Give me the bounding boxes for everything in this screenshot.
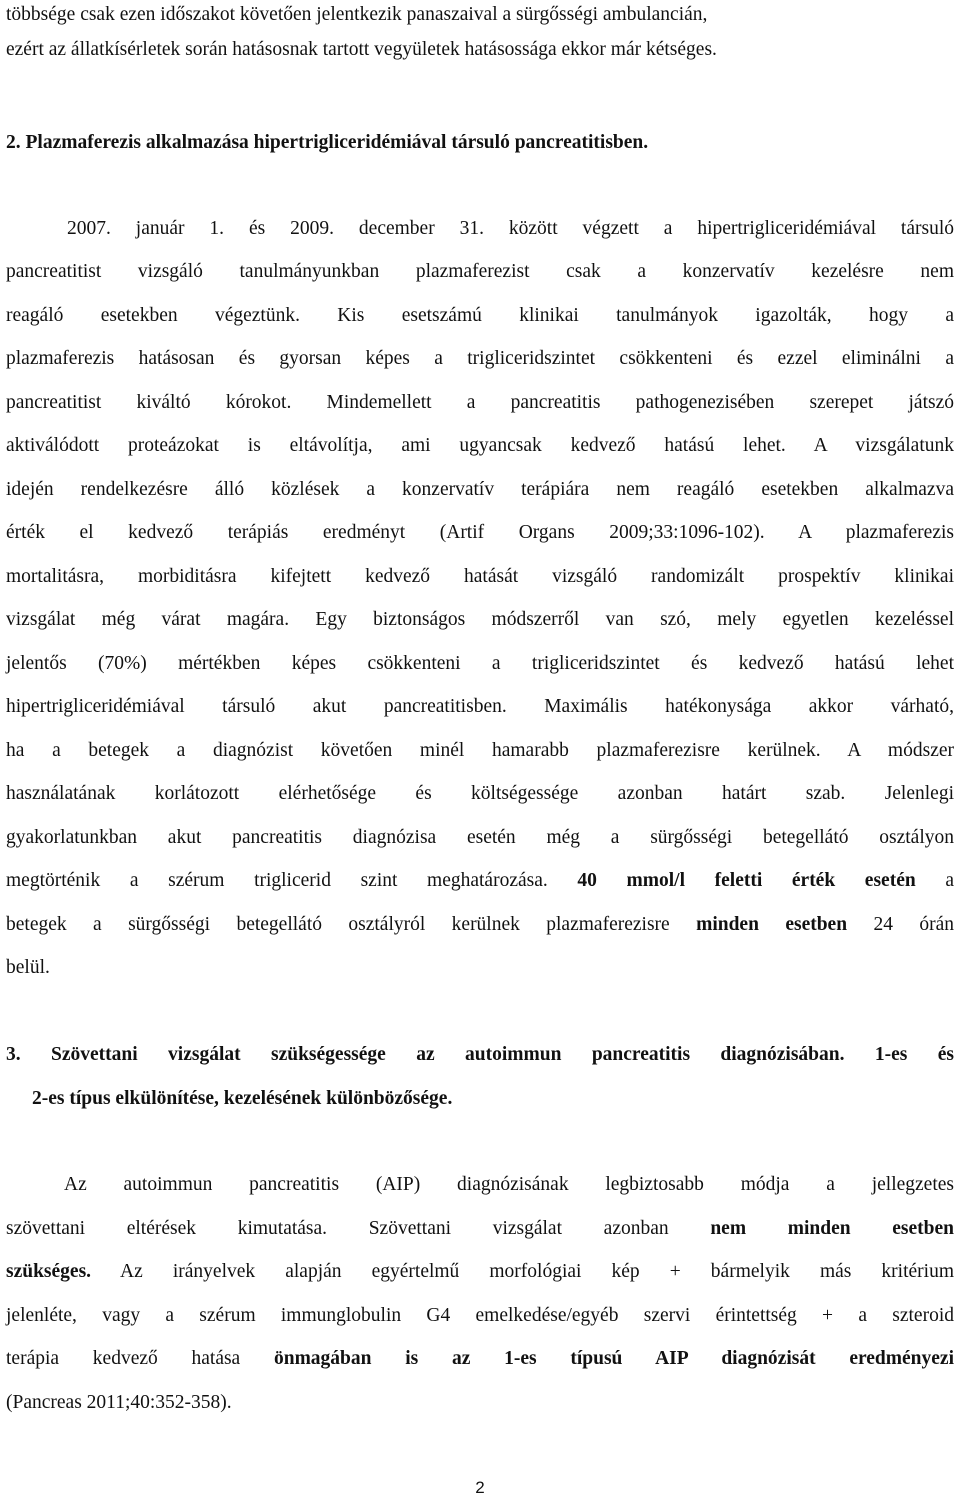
paragraph-line: ha a betegek a diagnózist követően minél hamarabb plazmaferezisre kerülnek. A módszer xyxy=(6,740,954,761)
section-3-heading-line-1: 3. Szövettani vizsgálat szükségessége az autoimmun pancreatitis diagnózisában. 1-es és xyxy=(6,1044,954,1065)
paragraph-line xyxy=(6,1217,954,1241)
paragraph-line: reagáló esetekben végeztünk. Kis esetszámú klinikai tanulmányok igazolták, hogy a xyxy=(6,305,954,326)
paragraph-line: idején rendelkezésre álló közlések a konzervatív terápiára nem reagáló esetekben alkalmazva xyxy=(6,479,954,500)
paragraph-line xyxy=(6,1260,954,1284)
section-3-heading-line-2: 2-es típus elkülönítése, kezelésének különbözősége. xyxy=(32,1088,453,1109)
paragraph-line: pancreatitist vizsgáló tanulmányunkban plazmaferezist csak a konzervatív kezelésre nem xyxy=(6,261,954,282)
text-span: terápia kedvező hatása xyxy=(6,1348,241,1369)
paragraph-line xyxy=(6,1347,954,1371)
page-number: 2 xyxy=(475,1478,485,1497)
paragraph-line: hipertrigliceridémiával társuló akut pancreatitisben. Maximális hatékonysága akkor várható, xyxy=(6,696,954,717)
bold-emphasis: 40 mmol/l feletti érték esetén xyxy=(577,870,916,891)
paragraph-line: mortalitásra, morbiditásra kifejtett kedvező hatását vizsgáló randomizált prospektív klinikai xyxy=(6,566,954,587)
paragraph-line: pancreatitist kiváltó kórokot. Mindemellett a pancreatitis pathogenezisében szerepet játszó xyxy=(6,392,954,413)
paragraph-line: belül. xyxy=(6,957,50,978)
bold-emphasis: minden esetben xyxy=(696,914,848,935)
paragraph-line xyxy=(6,913,954,937)
text-span: 24 órán xyxy=(873,914,954,935)
text-span: betegek a sürgősségi betegellátó osztályról kerülnek plazmaferezisre xyxy=(6,914,670,935)
text-span: a xyxy=(945,870,954,891)
text-span: szövettani eltérések kimutatása. Szövettani vizsgálat azonban xyxy=(6,1218,669,1239)
bold-emphasis: szükséges. xyxy=(6,1261,92,1282)
intro-line-2: ezért az állatkísérletek során hatásosnak tartott vegyületek hatásossága ekkor már kétséges. xyxy=(6,39,717,60)
section-2-heading: 2. Plazmaferezis alkalmazása hipertrigliceridémiával társuló pancreatitisben. xyxy=(6,132,649,153)
paragraph-line: vizsgálat még várat magára. Egy biztonságos módszerről van szó, mely egyetlen kezeléssel xyxy=(6,609,954,630)
paragraph-line: (Pancreas 2011;40:352-358). xyxy=(6,1392,232,1413)
paragraph-line: aktiválódott proteázokat is eltávolítja, ami ugyancsak kedvező hatású lehet. A vizsgálatunk xyxy=(6,435,954,456)
text-span: Az irányelvek alapján egyértelmű morfológiai kép + bármelyik más kritérium xyxy=(120,1261,954,1282)
paragraph-line: Az autoimmun pancreatitis (AIP) diagnózisának legbiztosabb módja a jellegzetes xyxy=(64,1174,954,1195)
paragraph-line: gyakorlatunkban akut pancreatitis diagnózisa esetén még a sürgősségi betegellátó osztályon xyxy=(6,827,954,848)
paragraph-line: jelentős (70%) mértékben képes csökkenteni a trigliceridszintet és kedvező hatású lehet xyxy=(6,653,954,674)
paragraph-line: használatának korlátozott elérhetősége és költségessége azonban határt szab. Jelenlegi xyxy=(6,783,954,804)
paragraph-line: plazmaferezis hatásosan és gyorsan képes a trigliceridszintet csökkenteni és ezzel eliminálni a xyxy=(6,348,954,369)
bold-emphasis: nem minden esetben xyxy=(710,1218,954,1239)
paragraph-line: 2007. január 1. és 2009. december 31. között végzett a hipertrigliceridémiával társuló xyxy=(67,218,954,239)
paragraph-line: érték el kedvező terápiás eredményt (Artif Organs 2009;33:1096-102). A plazmaferezis xyxy=(6,522,954,543)
paragraph-line: jelenléte, vagy a szérum immunglobulin G4 emelkedése/egyéb szervi érintettség + a szteroid xyxy=(6,1305,954,1326)
bold-emphasis: önmagában is az 1-es típusú AIP diagnózisát eredményezi xyxy=(273,1348,954,1369)
paragraph-line xyxy=(6,869,954,893)
text-span: megtörténik a szérum triglicerid szint meghatározása. xyxy=(6,870,548,891)
intro-line-1: többsége csak ezen időszakot követően jelentkezik panaszaival a sürgősségi ambulancián, xyxy=(6,4,708,25)
